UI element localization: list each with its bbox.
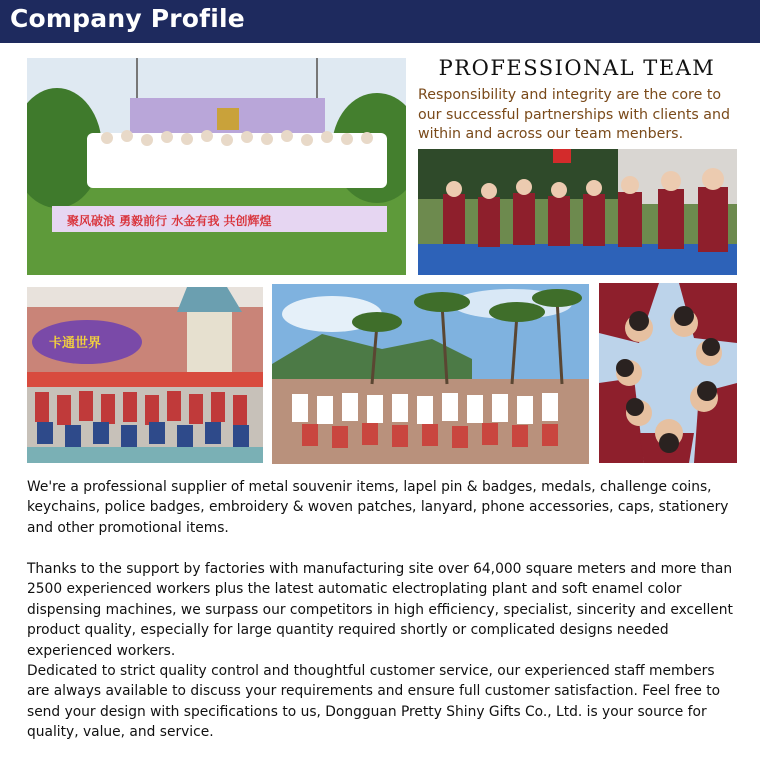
service-paragraph: Dedicated to strict quality control and thoughtful customer service, our experienced staff members are always available to discuss your requirements and ensure full customer satisfaction. Feel free to send your design with specifications to us, Dongguan Pretty Shiny Gifts Co., Ltd. is your source for quality, value, and service. bbox=[27, 663, 721, 741]
intro-paragraph: We're a professional supplier of metal souvenir items, lapel pin & badges, medals, challenge coins, keychains, police badges, embroidery & woven patches, lanyard, phone accessories, caps, stationery and other promotional items. bbox=[27, 479, 729, 536]
park-sign: 卡通世界 bbox=[49, 336, 102, 351]
page-title: Company Profile bbox=[10, 4, 245, 33]
banner-text: 聚风破浪 勇毅前行 水金有我 共创辉煌 bbox=[67, 214, 272, 228]
palm-trees-photo bbox=[272, 284, 589, 464]
team-banner-photo bbox=[27, 58, 406, 275]
team-description: Responsibility and integrity are the core to our successful partnerships with clients and within and across our team menbers. bbox=[418, 87, 731, 142]
amusement-park-photo bbox=[27, 287, 263, 463]
circle-of-heads-photo bbox=[599, 283, 737, 463]
team-thumbs-up-photo bbox=[418, 149, 737, 275]
team-heading: PROFESSIONAL TEAM bbox=[438, 56, 716, 80]
header-bar bbox=[0, 0, 760, 43]
factory-paragraph: Thanks to the support by factories with manufacturing site over 64,000 square meters and more than 2500 experienced workers plus the latest automatic electroplating plant and soft enamel color dispensing machines, we surpass our competitors in high efficiency, specialist, sincerity and excellent product quality, especially for large quantity required shortly or complicated designs needed experienced workers. bbox=[27, 561, 733, 659]
